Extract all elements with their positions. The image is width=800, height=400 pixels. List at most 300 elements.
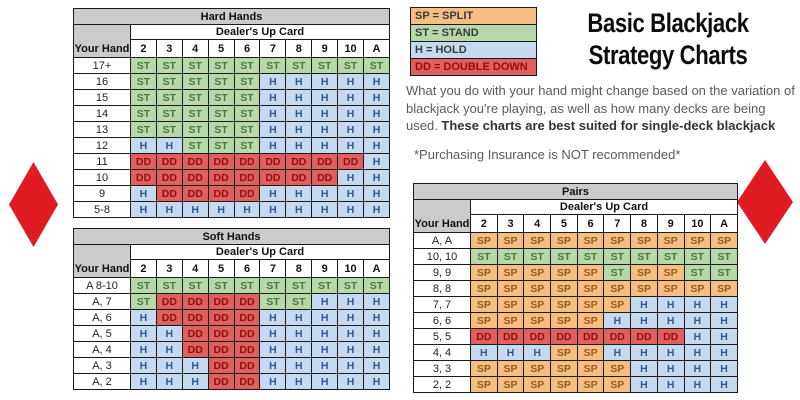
strategy-cell: SP (577, 233, 604, 249)
strategy-cell: SP (497, 233, 524, 249)
strategy-cell: H (631, 361, 658, 377)
strategy-cell: ST (131, 122, 157, 138)
strategy-cell: ST (156, 278, 182, 294)
description-text (406, 82, 798, 135)
strategy-cell: DD (234, 170, 260, 186)
strategy-cell: SP (497, 265, 524, 281)
strategy-cell: H (364, 74, 390, 90)
diamond-suit-icon-right (737, 160, 793, 244)
strategy-cell: DD (234, 186, 260, 202)
insurance-note: *Purchasing Insurance is NOT recommended* (414, 147, 681, 162)
strategy-cell: H (312, 294, 338, 310)
strategy-cell: DD (234, 310, 260, 326)
table-row (74, 186, 390, 202)
dealer-card-header: 3 (497, 215, 524, 233)
dealer-card-header: 9 (657, 215, 684, 233)
strategy-cell: DD (208, 186, 234, 202)
page-title-line-2: Strategy Charts (588, 40, 748, 70)
strategy-cell: H (657, 297, 684, 313)
table-title: Soft Hands (74, 229, 390, 245)
strategy-cell: SP (577, 265, 604, 281)
description-normal: What you do with your hand might change based on the variation of blackjack you're playing, as well as how many decks are being used. (406, 83, 795, 133)
dealer-card-header: 10 (338, 260, 364, 278)
strategy-cell: SP (657, 281, 684, 297)
strategy-cell: SP (551, 265, 578, 281)
strategy-cell: DD (234, 154, 260, 170)
strategy-cell: H (364, 154, 390, 170)
strategy-cell: SP (604, 377, 631, 393)
strategy-cell: ST (182, 58, 208, 74)
table-row (414, 249, 738, 265)
row-label: 13 (74, 122, 131, 138)
table-row (74, 358, 390, 374)
table-row (74, 154, 390, 170)
strategy-cell: H (711, 361, 738, 377)
strategy-cell: H (338, 342, 364, 358)
strategy-cell: SP (604, 281, 631, 297)
strategy-cell: H (338, 326, 364, 342)
row-label: 10 (74, 170, 131, 186)
strategy-cell: H (286, 342, 312, 358)
strategy-cell: DD (208, 358, 234, 374)
strategy-cell: H (364, 90, 390, 106)
strategy-cell: ST (182, 278, 208, 294)
soft-hands-grid (73, 228, 390, 390)
dealer-card-header: A (364, 260, 390, 278)
table-row (74, 58, 390, 74)
dealer-card-header: 2 (131, 40, 157, 58)
strategy-cell: H (131, 310, 157, 326)
strategy-cell: ST (131, 278, 157, 294)
strategy-cell: SP (471, 313, 498, 329)
strategy-cell: H (711, 377, 738, 393)
dealer-card-header: 3 (156, 260, 182, 278)
strategy-cell: SP (657, 233, 684, 249)
strategy-cell: H (338, 358, 364, 374)
strategy-cell: H (364, 122, 390, 138)
strategy-cell: H (286, 358, 312, 374)
strategy-cell: DD (551, 329, 578, 345)
strategy-cell: ST (131, 106, 157, 122)
strategy-cell: H (711, 345, 738, 361)
strategy-cell: DD (260, 170, 286, 186)
strategy-cell: DD (208, 342, 234, 358)
strategy-cell: ST (234, 58, 260, 74)
row-label: A, 3 (74, 358, 131, 374)
strategy-cell: H (182, 358, 208, 374)
strategy-cell: H (286, 326, 312, 342)
dealers-up-card-label: Dealer's Up Card (131, 25, 390, 40)
strategy-cell: ST (471, 249, 498, 265)
strategy-cell: H (338, 186, 364, 202)
strategy-cell: H (286, 374, 312, 390)
strategy-cell: ST (338, 58, 364, 74)
strategy-cell: ST (312, 58, 338, 74)
strategy-cell: H (631, 313, 658, 329)
strategy-cell: DD (156, 186, 182, 202)
strategy-cell: H (286, 310, 312, 326)
strategy-cell: SP (524, 233, 551, 249)
strategy-cell: H (471, 345, 498, 361)
strategy-cell: H (657, 361, 684, 377)
strategy-cell: H (338, 170, 364, 186)
table-row (74, 326, 390, 342)
strategy-cell: SP (631, 281, 658, 297)
strategy-cell: H (631, 297, 658, 313)
strategy-cell: H (312, 90, 338, 106)
strategy-cell: H (364, 106, 390, 122)
strategy-cell: H (684, 377, 711, 393)
strategy-cell: ST (182, 74, 208, 90)
dealer-card-header: 8 (286, 260, 312, 278)
strategy-cell: ST (182, 106, 208, 122)
strategy-cell: H (364, 186, 390, 202)
pairs-table (413, 183, 738, 393)
strategy-cell: DD (182, 154, 208, 170)
dealer-card-header: 5 (551, 215, 578, 233)
legend-item-h: H = HOLD (410, 41, 537, 59)
strategy-cell: SP (577, 313, 604, 329)
strategy-cell: H (364, 202, 390, 218)
strategy-cell: H (338, 374, 364, 390)
table-row (414, 377, 738, 393)
row-label: 7, 7 (414, 297, 471, 313)
strategy-cell: ST (260, 58, 286, 74)
strategy-cell: H (156, 358, 182, 374)
strategy-cell: H (364, 374, 390, 390)
strategy-cell: SP (524, 265, 551, 281)
strategy-cell: H (338, 310, 364, 326)
strategy-cell: H (604, 313, 631, 329)
strategy-cell: H (156, 138, 182, 154)
strategy-cell: H (312, 310, 338, 326)
strategy-cell: DD (312, 154, 338, 170)
row-label: A, 5 (74, 326, 131, 342)
strategy-cell: H (286, 186, 312, 202)
strategy-cell: H (286, 202, 312, 218)
table-row (74, 170, 390, 186)
strategy-cell: DD (338, 154, 364, 170)
strategy-cell: DD (208, 294, 234, 310)
dealer-card-header: 6 (234, 260, 260, 278)
strategy-cell: SP (577, 281, 604, 297)
dealer-card-header: 6 (234, 40, 260, 58)
strategy-cell: H (286, 74, 312, 90)
hard-hands-table (73, 8, 390, 218)
description-bold: These charts are best suited for single-deck blackjack (441, 118, 776, 133)
strategy-cell: DD (156, 294, 182, 310)
strategy-cell: SP (551, 233, 578, 249)
diamond-suit-icon-left (9, 162, 58, 247)
strategy-cell: H (260, 186, 286, 202)
row-label: 14 (74, 106, 131, 122)
strategy-cell: SP (497, 377, 524, 393)
page-title-line-1: Basic Blackjack (587, 8, 749, 38)
strategy-cell: H (131, 326, 157, 342)
strategy-cell: H (260, 74, 286, 90)
strategy-cell: H (604, 345, 631, 361)
table-row (74, 374, 390, 390)
strategy-cell: DD (577, 329, 604, 345)
dealer-card-header: 4 (182, 40, 208, 58)
dealer-card-header: 6 (577, 215, 604, 233)
strategy-cell: H (657, 313, 684, 329)
table-row (74, 106, 390, 122)
strategy-cell: H (260, 358, 286, 374)
row-label: A 8-10 (74, 278, 131, 294)
strategy-cell: ST (156, 90, 182, 106)
strategy-cell: ST (364, 58, 390, 74)
strategy-cell: ST (208, 138, 234, 154)
strategy-cell: SP (657, 265, 684, 281)
strategy-cell: H (260, 310, 286, 326)
strategy-cell: SP (577, 377, 604, 393)
row-label: A, 7 (74, 294, 131, 310)
row-label: 2, 2 (414, 377, 471, 393)
strategy-cell: DD (234, 374, 260, 390)
strategy-cell: DD (156, 170, 182, 186)
table-row (74, 122, 390, 138)
dealer-card-header: 9 (312, 40, 338, 58)
dealer-card-header: 3 (156, 40, 182, 58)
strategy-cell: SP (684, 233, 711, 249)
table-row (414, 361, 738, 377)
table-row (414, 233, 738, 249)
table-row (414, 313, 738, 329)
strategy-cell: DD (131, 170, 157, 186)
strategy-cell: H (338, 294, 364, 310)
your-hand-label: Your Hand (74, 25, 131, 58)
your-hand-label: Your Hand (414, 200, 471, 233)
strategy-cell: H (338, 74, 364, 90)
strategy-cell: SP (524, 281, 551, 297)
strategy-cell: DD (234, 342, 260, 358)
strategy-cell: ST (208, 74, 234, 90)
strategy-cell: SP (577, 345, 604, 361)
strategy-cell: ST (260, 278, 286, 294)
strategy-cell: SP (497, 361, 524, 377)
strategy-cell: DD (208, 170, 234, 186)
strategy-cell: DD (131, 154, 157, 170)
dealer-card-header: 4 (524, 215, 551, 233)
strategy-cell: H (208, 202, 234, 218)
strategy-cell: H (260, 326, 286, 342)
strategy-cell: ST (131, 74, 157, 90)
dealer-card-header: 9 (312, 260, 338, 278)
strategy-cell: ST (260, 294, 286, 310)
table-row (414, 265, 738, 281)
strategy-cell: H (711, 329, 738, 345)
strategy-cell: H (684, 297, 711, 313)
strategy-cell: H (711, 297, 738, 313)
table-row (414, 297, 738, 313)
strategy-cell: ST (131, 58, 157, 74)
row-label: 12 (74, 138, 131, 154)
strategy-cell: DD (156, 310, 182, 326)
strategy-cell: SP (471, 377, 498, 393)
strategy-cell: H (684, 345, 711, 361)
strategy-cell: SP (471, 265, 498, 281)
strategy-cell: SP (551, 361, 578, 377)
strategy-cell: H (312, 122, 338, 138)
strategy-cell: SP (524, 377, 551, 393)
strategy-cell: H (131, 186, 157, 202)
strategy-cell: H (631, 377, 658, 393)
strategy-cell: ST (156, 106, 182, 122)
strategy-cell: H (364, 170, 390, 186)
strategy-cell: SP (631, 233, 658, 249)
strategy-cell: ST (208, 90, 234, 106)
dealers-up-card-label: Dealer's Up Card (131, 245, 390, 260)
strategy-cell: DD (208, 154, 234, 170)
strategy-cell: ST (551, 249, 578, 265)
your-hand-label: Your Hand (74, 245, 131, 278)
strategy-cell: ST (286, 278, 312, 294)
table-row (74, 294, 390, 310)
strategy-cell: ST (156, 74, 182, 90)
strategy-cell: SP (524, 297, 551, 313)
strategy-cell: H (156, 326, 182, 342)
row-label: A, A (414, 233, 471, 249)
strategy-cell: ST (684, 265, 711, 281)
dealer-card-header: 5 (208, 260, 234, 278)
strategy-cell: H (338, 122, 364, 138)
strategy-cell: DD (182, 342, 208, 358)
row-label: 3, 3 (414, 361, 471, 377)
strategy-cell: DD (312, 170, 338, 186)
strategy-cell: H (657, 377, 684, 393)
strategy-cell: H (182, 202, 208, 218)
dealer-card-header: 5 (208, 40, 234, 58)
soft-hands-table (73, 228, 390, 390)
dealer-card-header: 2 (471, 215, 498, 233)
row-label: 9 (74, 186, 131, 202)
strategy-cell: SP (551, 313, 578, 329)
strategy-cell: H (684, 313, 711, 329)
strategy-cell: SP (471, 233, 498, 249)
strategy-cell: DD (604, 329, 631, 345)
strategy-cell: DD (286, 154, 312, 170)
strategy-cell: ST (286, 294, 312, 310)
strategy-cell: DD (208, 374, 234, 390)
strategy-cell: ST (312, 278, 338, 294)
row-label: 8, 8 (414, 281, 471, 297)
pairs-grid (413, 183, 738, 393)
strategy-cell: ST (234, 138, 260, 154)
strategy-cell: H (711, 313, 738, 329)
table-row (74, 74, 390, 90)
strategy-cell: ST (577, 249, 604, 265)
strategy-cell: H (312, 342, 338, 358)
table-title: Hard Hands (74, 9, 390, 25)
strategy-cell: SP (711, 281, 738, 297)
strategy-cell: ST (131, 90, 157, 106)
legend-item-sp: SP = SPLIT (410, 7, 537, 25)
strategy-cell: ST (182, 122, 208, 138)
row-label: 11 (74, 154, 131, 170)
strategy-cell: ST (234, 106, 260, 122)
strategy-cell: H (260, 202, 286, 218)
dealer-card-header: 7 (260, 40, 286, 58)
strategy-cell: ST (524, 249, 551, 265)
strategy-cell: SP (551, 345, 578, 361)
strategy-cell: DD (234, 326, 260, 342)
strategy-cell: H (131, 358, 157, 374)
strategy-cell: ST (286, 58, 312, 74)
strategy-cell: DD (286, 170, 312, 186)
strategy-cell: H (312, 138, 338, 154)
row-label: 16 (74, 74, 131, 90)
dealer-card-header: 7 (604, 215, 631, 233)
strategy-cell: H (338, 202, 364, 218)
strategy-cell: H (156, 342, 182, 358)
strategy-cell: DD (497, 329, 524, 345)
strategy-cell: H (312, 74, 338, 90)
strategy-cell: H (338, 138, 364, 154)
strategy-cell: H (260, 342, 286, 358)
hard-hands-grid (73, 8, 390, 218)
strategy-cell: SP (684, 281, 711, 297)
strategy-cell: H (497, 345, 524, 361)
strategy-cell: H (657, 345, 684, 361)
table-row (74, 278, 390, 294)
dealer-card-header: 8 (286, 40, 312, 58)
strategy-cell: ST (156, 58, 182, 74)
dealer-card-header: 10 (338, 40, 364, 58)
strategy-cell: H (338, 90, 364, 106)
strategy-cell: ST (604, 249, 631, 265)
strategy-cell: ST (182, 90, 208, 106)
table-title: Pairs (414, 184, 738, 200)
strategy-cell: SP (497, 297, 524, 313)
legend (410, 7, 537, 76)
table-row (74, 202, 390, 218)
table-row (414, 345, 738, 361)
strategy-cell: SP (604, 297, 631, 313)
strategy-cell: DD (208, 310, 234, 326)
strategy-cell: ST (208, 58, 234, 74)
legend-item-st: ST = STAND (410, 24, 537, 42)
strategy-cell: DD (208, 326, 234, 342)
page-title (572, 7, 764, 71)
strategy-cell: H (156, 202, 182, 218)
strategy-cell: DD (182, 310, 208, 326)
strategy-cell: SP (471, 281, 498, 297)
strategy-cell: SP (551, 377, 578, 393)
row-label: 15 (74, 90, 131, 106)
strategy-cell: ST (234, 90, 260, 106)
table-row (74, 310, 390, 326)
dealer-card-header: 7 (260, 260, 286, 278)
strategy-cell: DD (182, 170, 208, 186)
strategy-cell: H (312, 106, 338, 122)
legend-item-dd: DD = DOUBLE DOWN (410, 58, 537, 76)
strategy-cell: ST (657, 249, 684, 265)
row-label: 6, 6 (414, 313, 471, 329)
strategy-cell: SP (604, 361, 631, 377)
strategy-cell: DD (234, 358, 260, 374)
strategy-cell: SP (604, 233, 631, 249)
strategy-cell: ST (604, 265, 631, 281)
strategy-cell: SP (524, 361, 551, 377)
strategy-cell: H (364, 138, 390, 154)
strategy-cell: H (286, 138, 312, 154)
strategy-cell: ST (364, 278, 390, 294)
strategy-cell: H (286, 106, 312, 122)
strategy-cell: SP (577, 361, 604, 377)
strategy-cell: H (260, 106, 286, 122)
row-label: A, 4 (74, 342, 131, 358)
